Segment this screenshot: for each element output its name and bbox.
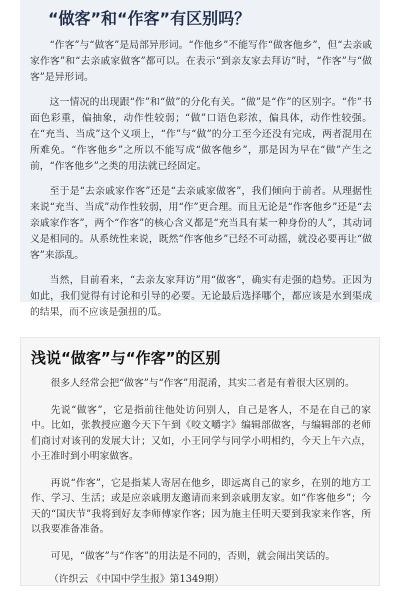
article-section-2 (20, 337, 380, 586)
paragraph: 当然，目前看来，“去亲友家拜访”用“做客”，确实有走强的趋势。正因为如此，我们觉得有讨论和引导的必要。无论最后选择哪个，都应该是水到渠成的结果，而不应该是强扭的瓜。 (30, 275, 372, 318)
source-reference: （许织云 《中国中学生报》第1349期） (49, 574, 224, 585)
paragraph: 很多人经常会把“做客”与“作客”用混淆，其实二者是有着很大区别的。 (50, 378, 355, 389)
paragraph: 可见，“做客”与“作客”的用法是不同的，否则，就会闹出笑话的。 (50, 550, 336, 562)
paragraph: 这一情况的出现跟“作”和“做”的分化有关。“做”是“作”的区别字。“作”书面色彩重，偏抽象，动作性较弱；“做”口语色彩浓，偏具体，动作性较强。在“充当、当成”这个义项上，“作”与“做”的分工至今还没有完成，两者混用在所难免。“作客他乡”之所以不能写成“做客他乡”，那是因为早在“做”产生之前，“作客他乡”之类的用法就已经固定。 (30, 97, 372, 172)
paragraph: “作客”与“做客”是局部异形词。“作他乡”不能写作“做客他乡”，但“去亲戚家作客”和“去亲戚家做客”都可以。在表示“到亲友家去拜访”时，“作客”与“做客”是异形词。 (30, 40, 372, 83)
paragraph: 再说“作客”，它是指某人寄居在他乡，即远离自己的家乡，在别的地方工作、学习、生活；或是应亲戚朋友邀请而来到亲戚朋友家。如“作客他乡”；今天的“国庆节”我将到好友李师傅家作客；因为施主任明天要到我家来作客，所以我要准备准备。 (31, 477, 371, 535)
paragraph: 先说“做客”，它是指前往他处访问别人，自己是客人，不是在自己的家中。比如，张教授应邀今天下午到《咬文嚼字》编辑部做客，与编辑部的老师们商讨对该刊的发展大计；又如，小王同学与同学小明相约，今天上午六点，小王准时到小明家做客。 (31, 404, 371, 462)
article-section-1 (20, 0, 380, 318)
section-2-title: 浅说“做客”与“作客”的区别 (31, 349, 221, 367)
section-2-body (31, 376, 371, 575)
paragraph: 至于是“去亲戚家作客”还是“去亲戚家做客”，我们倾向于前者。从理据性来说“充当、当成”动作性较弱，用“作”更合理。而且无论是“作客他乡”还是“去亲戚家作客”，两个“作客”的核心含义都是“充当具有某一种身份的人”，其动词义是相同的。从系统性来说，既然“作客他乡”已经不可动摇，就没必要再让“做客”来添乱。 (30, 186, 372, 261)
section-1-title: “做客”和“作客”有区别吗？ (48, 9, 251, 28)
section-1-body (30, 38, 372, 330)
